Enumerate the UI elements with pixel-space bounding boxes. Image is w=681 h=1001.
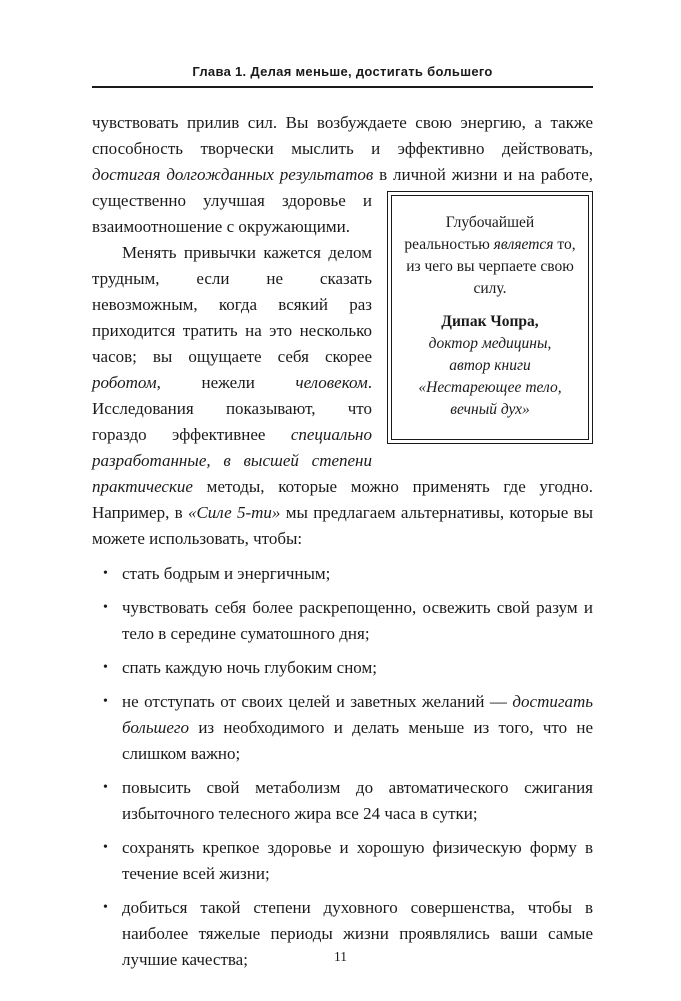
quote-box-inner — [391, 195, 589, 440]
quote-credential: «Нестареющее тело, — [418, 379, 562, 396]
bullet-icon: • — [103, 600, 108, 615]
list-item-text: спать каждую ночь глубоким сном; — [122, 658, 377, 677]
list-item-text: повысить свой метаболизм до автоматического сжигания избыточного телесного жира все 24 часа в сутки; — [122, 778, 593, 823]
paragraph-1-part-b: здоровье и взаимоотношение с окружающими. — [92, 191, 373, 236]
bullet-list — [92, 561, 593, 973]
quote-credential: доктор медицины, — [428, 335, 552, 352]
bullet-icon: • — [103, 566, 108, 581]
quote-credential: вечный дух» — [450, 401, 530, 418]
list-item — [92, 835, 593, 887]
list-item-text: чувствовать себя более раскрепощенно, освежить свой разум и тело в середине суматошного дня; — [122, 598, 593, 643]
bullet-icon: • — [103, 840, 108, 855]
quote-author: Дипак Чопра, — [441, 313, 539, 330]
list-item-text: не отступать от своих целей и заветных желаний — достигать большего из необходимого и делать меньше из того, что не слишком важно; — [122, 692, 593, 763]
list-item-text: добиться такой степени духовного совершенства, чтобы в наиболее тяжелые периоды жизни проявлялись ваши самые лучшие качества; — [122, 898, 593, 969]
list-item — [92, 595, 593, 647]
list-item-text: сохранять крепкое здоровье и хорошую физическую форму в течение всей жизни; — [122, 838, 593, 883]
list-item — [92, 689, 593, 767]
quote-box — [387, 191, 593, 444]
page-body — [92, 110, 593, 973]
bullet-icon: • — [103, 780, 108, 795]
list-item — [92, 655, 593, 681]
bullet-icon: • — [103, 694, 108, 709]
bullet-icon: • — [103, 900, 108, 915]
paragraph-1-part-a: чувствовать прилив сил. Вы возбуждаете свою энергию, а также способность творчески мыслить и эффективно действовать, достигая долгожданных результатов в личной жизни и на работе, существенно улучшая — [92, 113, 593, 210]
quote-credential: автор книги — [449, 357, 531, 374]
chapter-running-header: Глава 1. Делая меньше, достигать большего — [92, 64, 593, 88]
page-number: 11 — [334, 949, 347, 964]
list-item — [92, 775, 593, 827]
list-item-text: стать бодрым и энергичным; — [122, 564, 331, 583]
paragraph-2-text: Менять привычки кажется делом трудным, если не сказать невозможным, когда всякий раз приходится тратить на это несколько часов; вы ощущаете себя скорее роботом, нежели человеком. Исследования показывают, что гораздо эффективнее специально разработанные, в высшей степени практические методы, которые можно применять где угодно. Например, в «Силе 5-ти» мы предлагаем альтернативы, которые вы можете использовать, чтобы: — [92, 243, 593, 548]
list-item — [92, 561, 593, 587]
quote-text: Глубочайшей реальностью является то, из чего вы черпаете свою силу. — [404, 214, 576, 297]
bullet-icon: • — [103, 660, 108, 675]
